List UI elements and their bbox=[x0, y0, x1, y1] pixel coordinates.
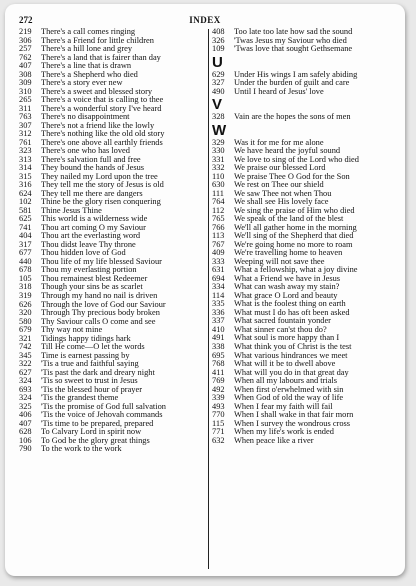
hymn-number: 631 bbox=[212, 265, 225, 275]
hymn-first-line: When God of old the way of life bbox=[234, 394, 344, 403]
hymn-first-line: We have heard the joyful sound bbox=[234, 147, 341, 156]
section-letter-w: W bbox=[212, 121, 227, 139]
index-entry bbox=[19, 266, 204, 275]
index-entry bbox=[212, 37, 397, 46]
hymn-first-line: Through Thy precious body broken bbox=[41, 309, 160, 318]
hymn-number: 257 bbox=[19, 44, 32, 54]
index-entry bbox=[19, 335, 204, 344]
hymn-first-line: There's a story ever new bbox=[41, 79, 123, 88]
hymn-first-line: Thine be the glory risen conquering bbox=[41, 198, 161, 207]
index-entry bbox=[212, 334, 397, 343]
index-entry bbox=[19, 122, 204, 131]
index-entry bbox=[19, 37, 204, 46]
hymn-first-line: Tidings happy tidings hark bbox=[41, 334, 131, 343]
hymn-first-line: Thou my everlasting portion bbox=[41, 266, 137, 275]
index-entry bbox=[212, 309, 397, 318]
index-entry bbox=[212, 403, 397, 412]
index-entry bbox=[19, 301, 204, 310]
hymn-number: 694 bbox=[212, 273, 225, 283]
index-entry bbox=[19, 437, 204, 446]
hymn-number: 404 bbox=[19, 231, 32, 241]
hymn-number: 317 bbox=[19, 239, 32, 249]
hymn-first-line: What must I do has oft been asked bbox=[234, 308, 350, 317]
hymn-number: 322 bbox=[19, 359, 32, 369]
index-entry bbox=[212, 300, 397, 309]
index-entry bbox=[212, 215, 397, 224]
hymn-first-line: To God be the glory great things bbox=[41, 436, 150, 445]
hymn-number: 319 bbox=[19, 290, 32, 300]
section-v-entries bbox=[212, 113, 397, 122]
index-entry bbox=[212, 377, 397, 386]
hymn-first-line: When I fear my faith will fail bbox=[234, 402, 333, 411]
hymn-number: 742 bbox=[19, 342, 32, 352]
hymn-first-line: We're travelling home to heaven bbox=[234, 249, 343, 258]
hymn-number: 332 bbox=[212, 163, 225, 173]
hymn-number: 406 bbox=[19, 410, 32, 420]
index-entry bbox=[19, 224, 204, 233]
index-entry bbox=[19, 207, 204, 216]
index-entry bbox=[19, 130, 204, 139]
hymn-first-line: There's a Shepherd who died bbox=[41, 70, 138, 79]
hymn-number: 339 bbox=[212, 393, 225, 403]
hymn-first-line: Thy way not mine bbox=[41, 326, 103, 335]
hymn-first-line: There's one who has loved bbox=[41, 147, 130, 156]
hymn-first-line: There's a wonderful story I've heard bbox=[41, 104, 162, 113]
hymn-number: 580 bbox=[19, 316, 32, 326]
hymn-first-line: Weeping will not save thee bbox=[234, 257, 325, 266]
hymn-number: 219 bbox=[19, 27, 32, 36]
hymn-first-line: There's a hill lone and grey bbox=[41, 45, 133, 54]
hymn-first-line: Thou hidden love of God bbox=[41, 249, 126, 258]
hymn-number: 102 bbox=[19, 197, 32, 207]
hymn-number: 678 bbox=[19, 265, 32, 275]
hymn-number: 490 bbox=[212, 86, 225, 96]
hymn-number: 323 bbox=[19, 146, 32, 156]
hymn-first-line: Thou art the everlasting word bbox=[41, 232, 141, 241]
index-entry bbox=[212, 258, 397, 267]
hymn-first-line: This world is a wilderness wide bbox=[41, 215, 148, 224]
hymn-number: 693 bbox=[19, 384, 32, 394]
index-entry bbox=[19, 386, 204, 395]
index-entry bbox=[212, 343, 397, 352]
hymn-number: 629 bbox=[212, 69, 225, 79]
index-entry bbox=[212, 420, 397, 429]
index-entry bbox=[212, 224, 397, 233]
index-entry bbox=[212, 113, 397, 122]
hymn-first-line: 'Tis the voice of Jehovah commands bbox=[41, 411, 163, 420]
index-entry bbox=[212, 386, 397, 395]
index-entry bbox=[19, 283, 204, 292]
hymn-first-line: Thou life of my life blessed Saviour bbox=[41, 257, 162, 266]
hymn-first-line: When I survey the wondrous cross bbox=[234, 419, 351, 428]
hymn-number: 771 bbox=[212, 427, 225, 437]
hymn-number: 112 bbox=[212, 205, 225, 215]
index-entry bbox=[212, 45, 397, 54]
hymn-first-line: Was it for me for me alone bbox=[234, 138, 324, 147]
index-entry bbox=[19, 318, 204, 327]
hymn-first-line: 'Twas love that sought Gethsemane bbox=[234, 45, 353, 54]
hymn-number: 314 bbox=[19, 163, 32, 173]
index-entry bbox=[19, 147, 204, 156]
index-entry bbox=[19, 139, 204, 148]
hymn-first-line: When first o'erwhelmed with sin bbox=[234, 385, 344, 394]
hymn-number: 324 bbox=[19, 393, 32, 403]
hymn-number: 407 bbox=[19, 418, 32, 428]
hymn-first-line: They tell me there are dangers bbox=[41, 189, 143, 198]
hymn-first-line: Till He come—O let the words bbox=[41, 343, 145, 352]
index-entry bbox=[19, 249, 204, 258]
index-entry bbox=[19, 71, 204, 80]
hymn-number: 763 bbox=[19, 112, 32, 122]
hymn-first-line: What can wash away my stain? bbox=[234, 283, 340, 292]
hymn-first-line: There's nothing like the old old story bbox=[41, 130, 165, 139]
hymn-number: 265 bbox=[19, 95, 32, 105]
section-w-entries bbox=[212, 139, 397, 446]
hymn-number: 336 bbox=[212, 307, 225, 317]
index-entry bbox=[19, 445, 204, 454]
index-entry bbox=[19, 45, 204, 54]
hymn-first-line: Thine Jesus Thine bbox=[41, 206, 102, 215]
index-entry bbox=[19, 88, 204, 97]
hymn-first-line: When all my labours and trials bbox=[234, 377, 338, 386]
index-entry bbox=[19, 369, 204, 378]
index-entry bbox=[212, 437, 397, 446]
hymn-number: 768 bbox=[212, 359, 225, 369]
index-entry bbox=[19, 326, 204, 335]
hymn-number: 632 bbox=[212, 435, 225, 445]
hymn-first-line: What a Friend we have in Jesus bbox=[234, 274, 341, 283]
hymn-number: 624 bbox=[19, 188, 32, 198]
index-entry bbox=[212, 198, 397, 207]
hymn-number: 306 bbox=[19, 35, 32, 45]
hymn-number: 408 bbox=[212, 27, 225, 36]
hymn-number: 411 bbox=[212, 367, 225, 377]
index-entry bbox=[212, 232, 397, 241]
hymn-first-line: There's a call comes ringing bbox=[41, 28, 136, 36]
hymn-number: 627 bbox=[19, 367, 32, 377]
hymn-first-line: What will you do in that great day bbox=[234, 368, 349, 377]
index-entry bbox=[19, 79, 204, 88]
index-entry bbox=[19, 275, 204, 284]
index-entry bbox=[19, 360, 204, 369]
index-entry bbox=[212, 241, 397, 250]
hymn-number: 114 bbox=[212, 290, 225, 300]
index-entry bbox=[19, 190, 204, 199]
hymn-number: 345 bbox=[19, 350, 32, 360]
index-entry bbox=[212, 352, 397, 361]
hymn-number: 311 bbox=[19, 103, 32, 113]
hymn-first-line: To Calvary Lord in spirit now bbox=[41, 428, 142, 437]
hymn-first-line: Thou remainest blest Redeemer bbox=[41, 274, 148, 283]
hymn-number: 630 bbox=[212, 180, 225, 190]
index-right-column bbox=[212, 28, 397, 445]
hymn-number: 328 bbox=[212, 112, 225, 122]
hymn-number: 765 bbox=[212, 214, 225, 224]
index-entry bbox=[19, 113, 204, 122]
hymn-number: 581 bbox=[19, 205, 32, 215]
index-entry bbox=[19, 394, 204, 403]
index-entry bbox=[212, 394, 397, 403]
index-entry bbox=[19, 258, 204, 267]
index-entry bbox=[19, 411, 204, 420]
hymn-number: 316 bbox=[19, 180, 32, 190]
hymn-number: 770 bbox=[212, 410, 225, 420]
index-entry bbox=[212, 181, 397, 190]
index-entry bbox=[212, 28, 397, 37]
page-header bbox=[19, 14, 391, 26]
index-entry bbox=[19, 292, 204, 301]
hymn-first-line: They tell me the story of Jesus is old bbox=[41, 181, 164, 190]
hymn-number: 318 bbox=[19, 282, 32, 292]
index-entry bbox=[212, 173, 397, 182]
hymn-number: 309 bbox=[19, 78, 32, 88]
index-entry bbox=[19, 28, 204, 37]
index-entry bbox=[19, 156, 204, 165]
hymn-first-line: There's a sweet and blessed story bbox=[41, 87, 153, 96]
index-entry bbox=[19, 232, 204, 241]
hymn-number: 335 bbox=[212, 299, 225, 309]
index-entry bbox=[212, 283, 397, 292]
index-entry bbox=[19, 428, 204, 437]
hymn-number: 440 bbox=[19, 256, 32, 266]
hymn-number: 677 bbox=[19, 248, 32, 258]
index-entry bbox=[212, 249, 397, 258]
hymn-first-line: Through my hand no nail is driven bbox=[41, 291, 158, 300]
hymn-number: 321 bbox=[19, 333, 32, 343]
index-entry bbox=[19, 198, 204, 207]
hymn-number: 761 bbox=[19, 137, 32, 147]
index-entry bbox=[19, 105, 204, 114]
index-entry bbox=[212, 79, 397, 88]
hymn-number: 109 bbox=[212, 44, 225, 54]
hymn-first-line: There's one above all earthly friends bbox=[41, 138, 163, 147]
index-entry bbox=[19, 62, 204, 71]
hymn-first-line: Thou art coming O my Saviour bbox=[41, 223, 146, 232]
hymn-number: 110 bbox=[212, 171, 225, 181]
right-top-entries bbox=[212, 28, 397, 54]
hymn-first-line: We'll all gather home in the morning bbox=[234, 223, 357, 232]
hymn-first-line: Though your sins be as scarlet bbox=[41, 283, 143, 292]
index-entry bbox=[212, 88, 397, 97]
hymn-number: 334 bbox=[212, 282, 225, 292]
index-entry bbox=[19, 343, 204, 352]
hymn-number: 769 bbox=[212, 376, 225, 386]
index-entry bbox=[212, 190, 397, 199]
hymn-number: 326 bbox=[212, 35, 225, 45]
hymn-first-line: We're going home no more to roam bbox=[234, 240, 353, 249]
index-entry bbox=[19, 96, 204, 105]
hymn-first-line: There's not a friend like the lowly bbox=[41, 121, 155, 130]
hymn-first-line: What will it be to dwell above bbox=[234, 360, 336, 369]
hymn-first-line: We shall see His lovely face bbox=[234, 198, 329, 207]
hymn-first-line: Thy Saviour calls O come and see bbox=[41, 317, 156, 326]
hymn-first-line: 'Tis the blessed hour of prayer bbox=[41, 385, 142, 394]
hymn-number: 333 bbox=[212, 256, 225, 266]
hymn-first-line: What soul is more happy than I bbox=[234, 334, 340, 343]
hymn-first-line: Under His wings I am safely abiding bbox=[234, 70, 358, 79]
hymn-number: 493 bbox=[212, 401, 225, 411]
hymn-first-line: 'Tis the promise of God full salvation bbox=[41, 402, 166, 411]
hymn-first-line: What various hindrances we meet bbox=[234, 351, 348, 360]
index-entry bbox=[212, 428, 397, 437]
hymn-first-line: There's a line that is drawn bbox=[41, 62, 132, 71]
index-entry bbox=[212, 156, 397, 165]
hymn-first-line: There's a voice that is calling to thee bbox=[41, 96, 164, 105]
hymn-first-line: Too late too late how sad the sound bbox=[234, 28, 353, 36]
hymn-first-line: We love to sing of the Lord who died bbox=[234, 155, 359, 164]
section-u-entries bbox=[212, 71, 397, 97]
index-entry bbox=[19, 215, 204, 224]
hymn-first-line: We'll sing of the Shepherd that died bbox=[234, 232, 354, 241]
column-divider bbox=[208, 29, 209, 569]
index-entry bbox=[19, 420, 204, 429]
index-entry bbox=[19, 54, 204, 63]
index-entry bbox=[212, 369, 397, 378]
index-entry bbox=[19, 164, 204, 173]
hymn-number: 324 bbox=[19, 376, 32, 386]
hymn-first-line: We praise our blessed Lord bbox=[234, 164, 326, 173]
hymn-number: 628 bbox=[19, 427, 32, 437]
index-entry bbox=[19, 377, 204, 386]
hymn-first-line: 'Tis past the dark and dreary night bbox=[41, 368, 155, 377]
hymn-number: 111 bbox=[212, 188, 224, 198]
index-entry bbox=[19, 352, 204, 361]
section-letter-u: U bbox=[212, 53, 223, 71]
index-entry bbox=[19, 241, 204, 250]
hymn-number: 313 bbox=[19, 154, 32, 164]
index-entry bbox=[212, 207, 397, 216]
hymn-first-line: Until I heard of Jesus' love bbox=[234, 87, 324, 96]
hymn-number: 312 bbox=[19, 129, 32, 139]
index-entry bbox=[212, 147, 397, 156]
hymn-first-line: What a fellowship, what a joy divine bbox=[234, 266, 358, 275]
hymn-first-line: There's salvation full and free bbox=[41, 155, 141, 164]
hymn-number: 762 bbox=[19, 52, 32, 62]
hymn-first-line: 'Tis the grandest theme bbox=[41, 394, 119, 403]
index-page bbox=[5, 4, 405, 576]
hymn-first-line: What grace O Lord and beauty bbox=[234, 291, 338, 300]
hymn-first-line: There's a land that is fairer than day bbox=[41, 53, 161, 62]
hymn-number: 325 bbox=[19, 401, 32, 411]
hymn-first-line: We speak of the land of the blest bbox=[234, 215, 344, 224]
hymn-first-line: We sing the praise of Him who died bbox=[234, 206, 355, 215]
hymn-first-line: There's a Friend for little children bbox=[41, 36, 154, 45]
index-entry bbox=[212, 292, 397, 301]
hymn-number: 679 bbox=[19, 325, 32, 335]
index-title: INDEX bbox=[189, 15, 221, 25]
hymn-number: 626 bbox=[19, 299, 32, 309]
hymn-number: 766 bbox=[212, 222, 225, 232]
hymn-first-line: They nailed my Lord upon the tree bbox=[41, 172, 158, 181]
hymn-first-line: We praise Thee O God for the Son bbox=[234, 172, 350, 181]
hymn-number: 492 bbox=[212, 384, 225, 394]
hymn-number: 409 bbox=[212, 248, 225, 258]
hymn-number: 310 bbox=[19, 86, 32, 96]
index-entry bbox=[19, 309, 204, 318]
hymn-first-line: To the work to the work bbox=[41, 445, 122, 454]
hymn-first-line: 'Tis so sweet to trust in Jesus bbox=[41, 377, 138, 386]
hymn-number: 625 bbox=[19, 214, 32, 224]
index-entry bbox=[212, 71, 397, 80]
hymn-first-line: 'Twas Jesus my Saviour who died bbox=[234, 36, 347, 45]
hymn-first-line: When I shall wake in that fair morn bbox=[234, 411, 354, 420]
page-number: 272 bbox=[19, 15, 33, 25]
hymn-number: 338 bbox=[212, 341, 225, 351]
hymn-number: 331 bbox=[212, 154, 225, 164]
index-entry bbox=[212, 266, 397, 275]
index-left-column bbox=[19, 28, 204, 454]
hymn-number: 115 bbox=[212, 418, 225, 428]
hymn-number: 407 bbox=[19, 61, 32, 71]
index-entry bbox=[212, 317, 397, 326]
hymn-number: 106 bbox=[19, 435, 32, 445]
hymn-number: 337 bbox=[212, 316, 225, 326]
index-entry bbox=[212, 164, 397, 173]
index-entry bbox=[19, 173, 204, 182]
hymn-first-line: 'Tis a true and faithful saying bbox=[41, 360, 139, 369]
hymn-first-line: There's no disappointment bbox=[41, 113, 130, 122]
index-entry bbox=[19, 403, 204, 412]
hymn-number: 105 bbox=[19, 273, 32, 283]
hymn-number: 790 bbox=[19, 444, 32, 454]
hymn-first-line: We saw Thee not when Thou bbox=[234, 189, 332, 198]
hymn-first-line: 'Tis time to be prepared, prepared bbox=[41, 419, 154, 428]
hymn-number: 308 bbox=[19, 69, 32, 79]
index-entry bbox=[212, 326, 397, 335]
hymn-first-line: Vain are the hopes the sons of men bbox=[234, 113, 351, 122]
index-entry bbox=[212, 360, 397, 369]
section-letter-v: V bbox=[212, 96, 223, 114]
hymn-number: 695 bbox=[212, 350, 225, 360]
hymn-first-line: What sinner can'st thou do? bbox=[234, 325, 327, 334]
hymn-number: 315 bbox=[19, 171, 32, 181]
hymn-number: 327 bbox=[212, 78, 225, 88]
hymn-first-line: Time is earnest passing by bbox=[41, 351, 130, 360]
hymn-number: 764 bbox=[212, 197, 225, 207]
hymn-first-line: When my life's work is ended bbox=[234, 428, 334, 437]
index-entry bbox=[212, 275, 397, 284]
hymn-number: 329 bbox=[212, 137, 225, 147]
index-entry bbox=[212, 139, 397, 148]
index-entry bbox=[212, 411, 397, 420]
hymn-number: 491 bbox=[212, 333, 225, 343]
hymn-first-line: What think you of Christ is the test bbox=[234, 342, 352, 351]
hymn-number: 410 bbox=[212, 324, 225, 334]
hymn-number: 330 bbox=[212, 146, 225, 156]
hymn-number: 741 bbox=[19, 222, 32, 232]
hymn-first-line: What sacred fountain yonder bbox=[234, 317, 331, 326]
hymn-number: 113 bbox=[212, 231, 225, 241]
hymn-first-line: Under the burden of guilt and care bbox=[234, 79, 350, 88]
hymn-first-line: Through the love of God our Saviour bbox=[41, 300, 166, 309]
hymn-first-line: They bound the hands of Jesus bbox=[41, 164, 145, 173]
hymn-first-line: When peace like a river bbox=[234, 436, 314, 445]
hymn-number: 767 bbox=[212, 239, 225, 249]
hymn-first-line: We rest on Thee our shield bbox=[234, 181, 324, 190]
hymn-number: 307 bbox=[19, 120, 32, 130]
hymn-number: 320 bbox=[19, 308, 32, 318]
index-entry bbox=[19, 181, 204, 190]
hymn-first-line: What is the foolest thing on earth bbox=[234, 300, 346, 309]
hymn-first-line: Thou didst leave Thy throne bbox=[41, 240, 136, 249]
